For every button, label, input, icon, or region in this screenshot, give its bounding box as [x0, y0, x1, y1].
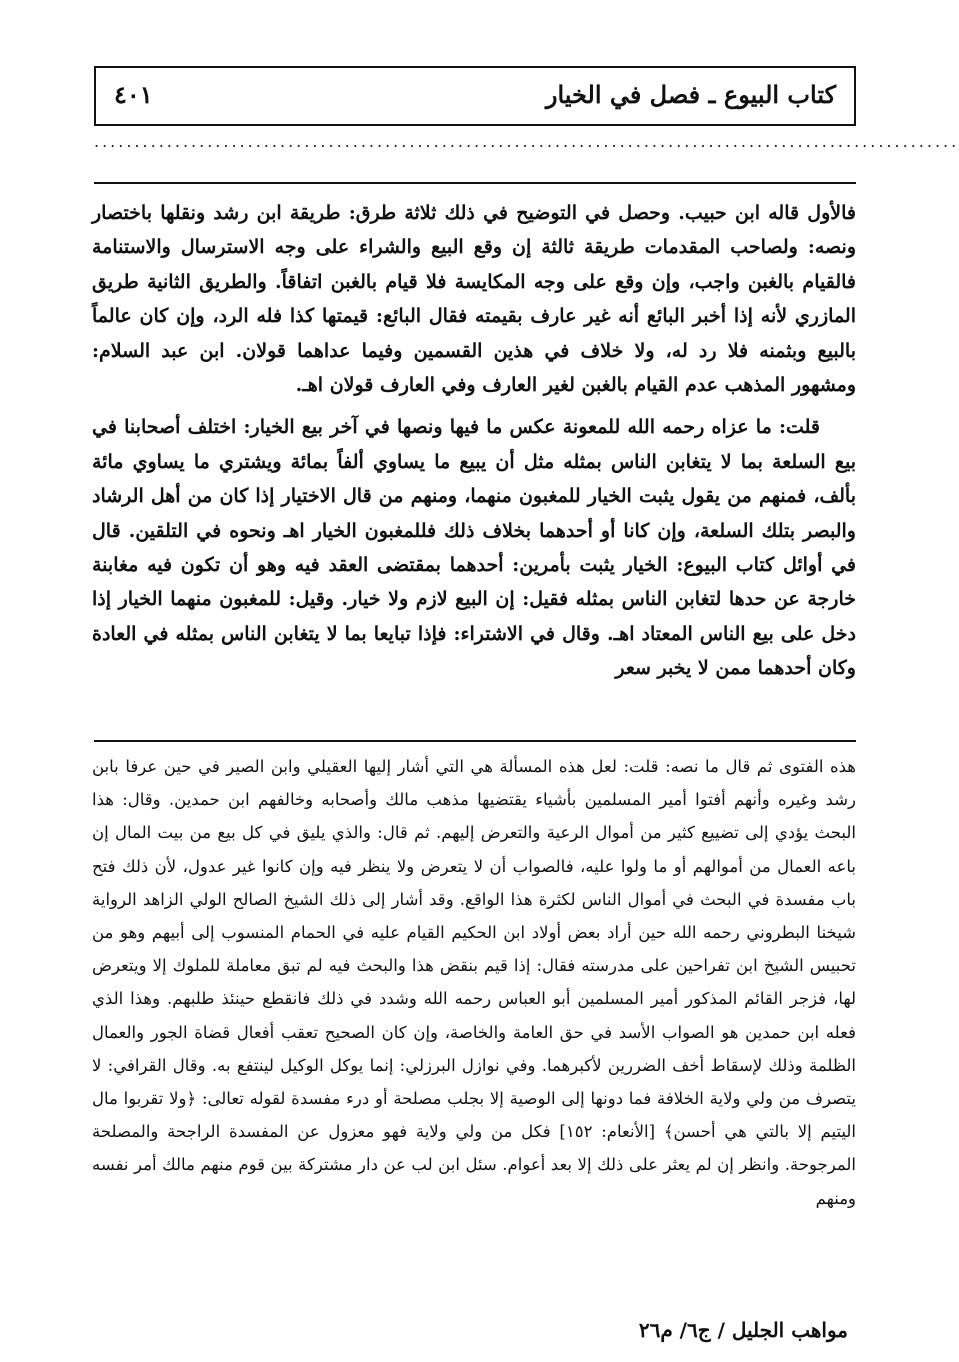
top-rule — [94, 182, 856, 184]
page-number: ٤٠١ — [114, 80, 153, 109]
main-paragraph: قلت: ما عزاه رحمه الله للمعونة عكس ما فيها ونصها في آخر بيع الخيار: اختلف أصحابنا في بيع السلعة بما لا يتغابن الناس بمثله مثل أن يبيع ما يساوي ألفاً بمائة ويشتري ما يساوي مائة بألف، فمنهم من يقول يثبت الخيار للمغبون منهما، ومنهم من قال الاختيار إذا كان من أهل الرشاد والبصر بتلك السلعة، وإن كانا أو أحدهما بخلاف ذلك فللمغبون الخيار اهـ ونحوه في التلقين. قال في أوائل كتاب البيوع: الخيار يثبت بأمرين: أحدهما بمقتضى العقد فيه وهو أن تكون فيه مغابنة خارجة عن حدها لتغابن الناس بمثله فقيل: إن البيع لازم ولا خيار. وقيل: للمغبون منهما الخيار إذا دخل على بيع الناس المعتاد اهـ. وقال في الاشتراء: فإذا تبايعا بما لا يتغابن الناس بمثله في العادة وكان أحدهما ممن لا يخبر سعر — [92, 416, 856, 680]
running-header — [94, 66, 856, 126]
page-footer: مواهب الجليل / ج٦/ م٢٦ — [638, 1318, 848, 1342]
footnote-paragraph: هذه الفتوى ثم قال ما نصه: قلت: لعل هذه المسألة هي التي أشار إليها العقيلي وابن الصير في حين عرفا بابن رشد وغيره وأنهم أفتوا أمير المسلمين بأشياء يقتضيها مذهب مالك وأصحابه وخالفهم ابن حمدين. وقال: هذا البحث يؤدي إلى تضييع كثير من أموال الرعية والتعرض إليهم. ثم قال: والذي يليق في كل بيع من بيت المال إن باعه العمال من أموالهم أو ما ولوا عليه، فالصواب أن لا يتعرض ولا ينظر فيه وإن كانوا غير عدول، لأن ذلك فتح باب مفسدة في البحث في أموال الناس لكثرة هذا الواقع. وقد أشار إلى ذلك الشيخ الصالح الولي الزاهد الرواية شيخنا البطروني رحمه الله حين أراد بعض أولاد ابن الحكيم القيام عليه في الحمام المنسوب إلى أبيهم وهو من تحبيس الشيخ ابن تفراحين على مدرسته فقال: إذا قيم بنقض هذا والبحث فيه لم تبق معاملة للملوك إلا ويتعرض لها، فزجر القائم المذكور أمير المسلمين أبو العباس رحمه الله وشدد في ذلك فانقطع حينئذ طلبهم. وهذا الذي فعله ابن حمدين هو الصواب الأسد في حق العامة والخاصة، وإن كان الصحيح تعقب أفعال قضاة الجور والعمال الظلمة وذلك لإسقاط أخف الضررين لأكبرهما. وفي نوازل البرزلي: إنما يوكل الوكيل لينتفع به. وقال القرافي: لا يتصرف من ولي ولاية الخلافة فما دونها إلى الوصية إلا بجلب مصلحة أو درء مفسدة لقوله تعالى: ﴿ولا تقربوا مال اليتيم إلا بالتي هي أحسن﴾ [الأنعام: ١٥٢] فكل من ولي ولاية فهو معزول عن المفسدة الراجحة والمصلحة المرجوحة. وانظر إن لم يعثر على ذلك إلا بعد أعوام. سئل ابن لب عن دار مشتركة بين قوم منهم مالك أمر نفسه ومنهم — [92, 757, 857, 1208]
dotted-separator: ........................................................................................................... — [94, 132, 959, 151]
main-text — [92, 196, 856, 686]
header-title: كتاب البيوع ـ فصل في الخيار — [545, 80, 836, 109]
footnote-text — [92, 750, 856, 1215]
main-paragraph: فالأول قاله ابن حبيب. وحصل في التوضيح في ذلك ثلاثة طرق: طريقة ابن رشد ونقلها باختصار ونصه: ولصاحب المقدمات طريقة ثالثة إن وقع البيع والشراء على وجه الاسترسال والاستنامة فالقيام بالغبن واجب، وإن وقع على وجه المكايسة فلا قيام بالغبن اتفاقاً. والطريق الثانية طريق المازري لأنه إذا أخبر البائع أنه غير عارف بقيمته فقال البائع: قيمتها كذا فله الرد، وإن كان عالماً بالبيع وبثمنه فلا رد له، ولا خلاف في هذين القسمين وفيما عداهما قولان. ابن عبد السلام: ومشهور المذهب عدم القيام بالغبن لغير العارف وفي العارف قولان اهـ. — [92, 202, 856, 397]
footnote-rule — [94, 740, 856, 742]
